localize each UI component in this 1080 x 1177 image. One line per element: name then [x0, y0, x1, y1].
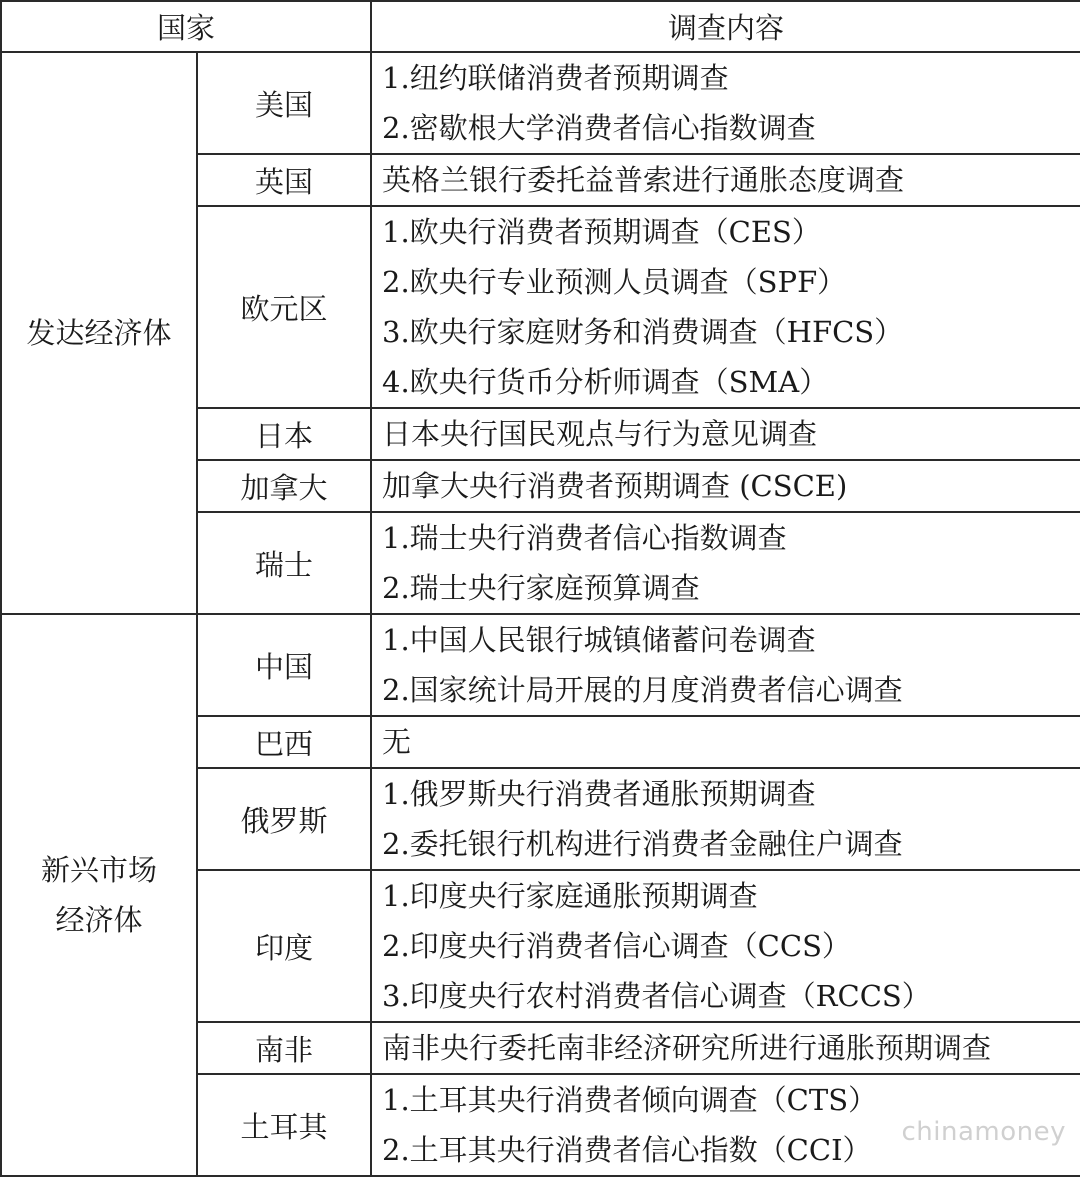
- table-row: [1, 614, 1080, 716]
- content-cell: [371, 614, 1080, 716]
- watermark: chinamoney: [901, 1117, 1066, 1147]
- content-cell: [371, 870, 1080, 1022]
- survey-item: 日本央行国民观点与行为意见调查: [382, 417, 818, 451]
- survey-item: 1.瑞士央行消费者信心指数调查: [382, 521, 787, 555]
- survey-item: 英格兰银行委托益普索进行通胀态度调查: [382, 163, 905, 197]
- survey-item: 1.中国人民银行城镇储蓄问卷调查: [382, 623, 816, 657]
- survey-item: 南非央行委托南非经济研究所进行通胀预期调查: [382, 1031, 992, 1065]
- region-cell: [1, 614, 197, 1176]
- survey-item: 1.欧央行消费者预期调查（CES）: [382, 215, 821, 249]
- table-body: [1, 52, 1080, 1176]
- country-cell: 英国: [197, 154, 371, 206]
- survey-item: 加拿大央行消费者预期调查 (CSCE): [382, 469, 848, 503]
- country-cell: 巴西: [197, 716, 371, 768]
- country-cell: 俄罗斯: [197, 768, 371, 870]
- survey-item: 2.国家统计局开展的月度消费者信心调查: [382, 673, 903, 707]
- content-cell: [371, 768, 1080, 870]
- region-label-line: 新兴市场: [40, 853, 157, 887]
- country-cell: 美国: [197, 52, 371, 154]
- country-cell: 欧元区: [197, 206, 371, 408]
- survey-item: 2.印度央行消费者信心调查（CCS）: [382, 929, 851, 963]
- content-cell: [371, 206, 1080, 408]
- country-cell: 日本: [197, 408, 371, 460]
- survey-item: 无: [382, 725, 412, 759]
- content-cell: [371, 716, 1080, 768]
- header-country: 国家: [1, 1, 371, 52]
- header-content: 调查内容: [371, 1, 1080, 52]
- survey-item: 1.纽约联储消费者预期调查: [382, 61, 729, 95]
- region-cell: 发达经济体: [1, 52, 197, 614]
- table-row: [1, 52, 1080, 154]
- survey-item: 1.印度央行家庭通胀预期调查: [382, 879, 758, 913]
- content-cell: [371, 512, 1080, 614]
- survey-item: 3.印度央行农村消费者信心调查（RCCS）: [382, 979, 931, 1013]
- content-cell: [371, 154, 1080, 206]
- content-cell: [371, 52, 1080, 154]
- survey-item: 4.欧央行货币分析师调查（SMA）: [382, 365, 829, 399]
- country-cell: 瑞士: [197, 512, 371, 614]
- survey-item: 2.土耳其央行消费者信心指数（CCI）: [382, 1133, 872, 1167]
- country-cell: 印度: [197, 870, 371, 1022]
- country-cell: 南非: [197, 1022, 371, 1074]
- country-cell: 土耳其: [197, 1074, 371, 1176]
- header-row: [1, 1, 1080, 52]
- content-cell: [371, 1022, 1080, 1074]
- survey-item: 3.欧央行家庭财务和消费调查（HFCS）: [382, 315, 904, 349]
- survey-item: 1.俄罗斯央行消费者通胀预期调查: [382, 777, 816, 811]
- country-cell: 加拿大: [197, 460, 371, 512]
- survey-item: 1.土耳其央行消费者倾向调查（CTS）: [382, 1083, 878, 1117]
- country-cell: 中国: [197, 614, 371, 716]
- content-cell: [371, 408, 1080, 460]
- survey-item: 2.密歇根大学消费者信心指数调查: [382, 111, 816, 145]
- region-label-line: 经济体: [55, 903, 143, 937]
- survey-item: 2.委托银行机构进行消费者金融住户调查: [382, 827, 903, 861]
- survey-item: 2.瑞士央行家庭预算调查: [382, 571, 700, 605]
- survey-item: 2.欧央行专业预测人员调查（SPF）: [382, 265, 847, 299]
- content-cell: [371, 460, 1080, 512]
